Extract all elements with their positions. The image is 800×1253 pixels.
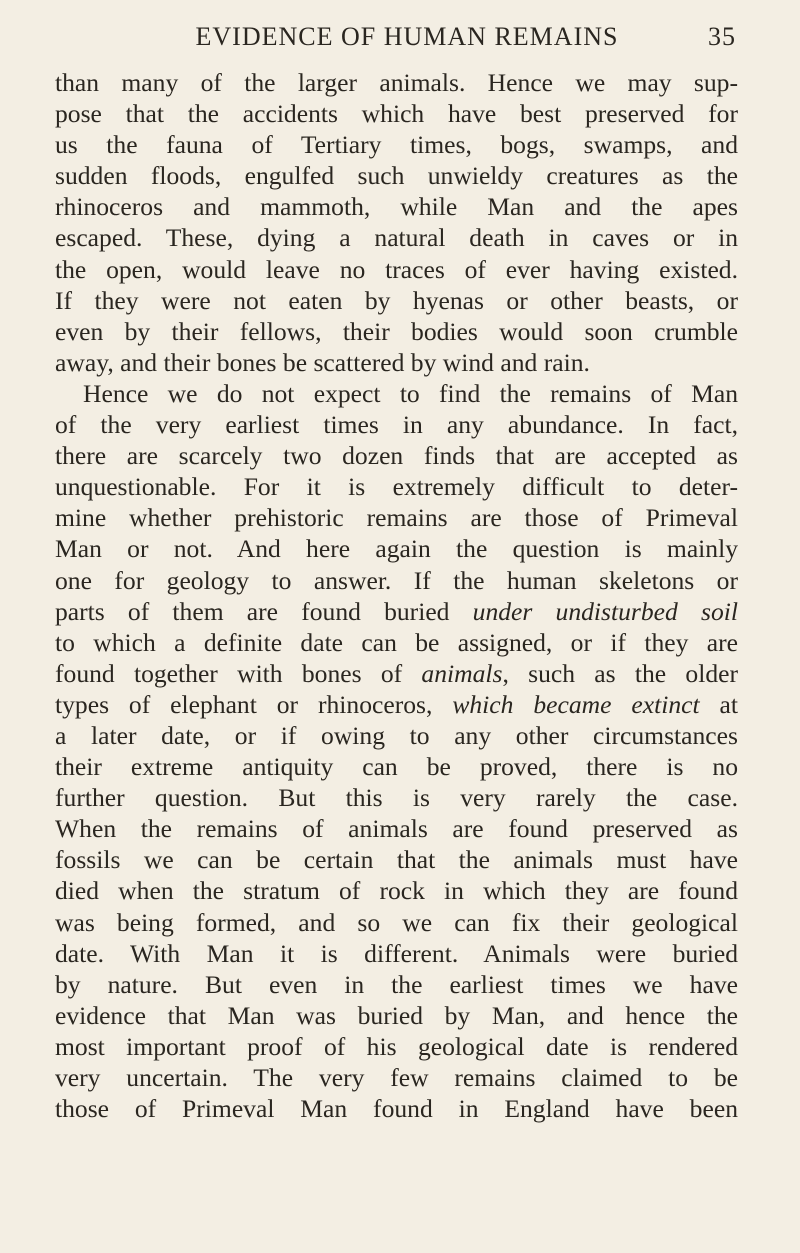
text-line: mine whether prehistoric remains are those of Primeval	[55, 503, 738, 533]
text-line: fossils we can be certain that the animals must have	[55, 845, 738, 875]
text-line: further question. But this is very rarely the case.	[55, 783, 738, 813]
running-head	[118, 22, 736, 52]
text-run: , such as the older	[502, 658, 738, 688]
text-line: sudden floods, engulfed such unwieldy creatures as the	[55, 161, 738, 191]
page-number: 35	[708, 22, 736, 51]
text-line: a later date, or if owing to any other circumstances	[55, 720, 738, 750]
text-line: even by their fellows, their bodies would soon crumble	[55, 316, 738, 346]
text-line: very uncertain. The very few remains claimed to be	[55, 1063, 738, 1092]
text-line: there are scarcely two dozen finds that are accepted as	[55, 441, 738, 471]
text-line: unquestionable. For it is extremely difficult to deter-	[55, 472, 738, 502]
text-line: away, and their bones be scattered by wind and rain.	[55, 347, 590, 377]
text-line: than many of the larger animals. Hence we may sup-	[55, 68, 738, 97]
body-text	[55, 67, 738, 1124]
text-line: escaped. These, dying a natural death in caves or in	[55, 223, 738, 253]
text-line: the open, would leave no traces of ever having existed.	[55, 254, 738, 284]
text-line: of the very earliest times in any abundance. In fact,	[55, 410, 738, 440]
text-line: their extreme antiquity can be proved, there is no	[55, 752, 738, 782]
text-line	[55, 658, 738, 689]
text-line: Hence we do not expect to find the remains of Man	[83, 378, 738, 408]
text-line: to which a definite date can be assigned, or if they are	[55, 627, 738, 657]
italic-run: which became extinct	[452, 689, 700, 719]
text-run: at	[699, 689, 738, 719]
text-line: us the fauna of Tertiary times, bogs, swamps, and	[55, 130, 738, 160]
text-line: was being formed, and so we can fix their geological	[55, 907, 738, 937]
text-line: evidence that Man was buried by Man, and hence the	[55, 1000, 738, 1030]
text-line: by nature. But even in the earliest times we have	[55, 969, 738, 999]
text-line: those of Primeval Man found in England have been	[55, 1094, 738, 1124]
text-line: If they were not eaten by hyenas or other beasts, or	[55, 285, 738, 315]
italic-run: under undisturbed soil	[472, 596, 738, 626]
text-line	[55, 596, 738, 627]
text-line: When the remains of animals are found preserved as	[55, 814, 738, 844]
text-run: found together with bones of	[55, 658, 422, 688]
text-line: rhinoceros and mammoth, while Man and the apes	[55, 192, 738, 222]
text-line: most important proof of his geological date is rendered	[55, 1031, 738, 1061]
italic-run: animals	[421, 658, 503, 688]
text-line: date. With Man it is different. Animals were buried	[55, 938, 738, 968]
text-run: types of elephant or rhinoceros,	[55, 689, 453, 719]
text-line	[55, 689, 738, 720]
chapter-title: EVIDENCE OF HUMAN REMAINS	[195, 22, 619, 51]
text-run: parts of them are found buried	[55, 596, 473, 626]
text-line: died when the stratum of rock in which they are found	[55, 876, 738, 906]
text-line: pose that the accidents which have best preserved for	[55, 99, 738, 129]
text-line: Man or not. And here again the question is mainly	[55, 534, 738, 564]
text-line: one for geology to answer. If the human skeletons or	[55, 565, 738, 595]
